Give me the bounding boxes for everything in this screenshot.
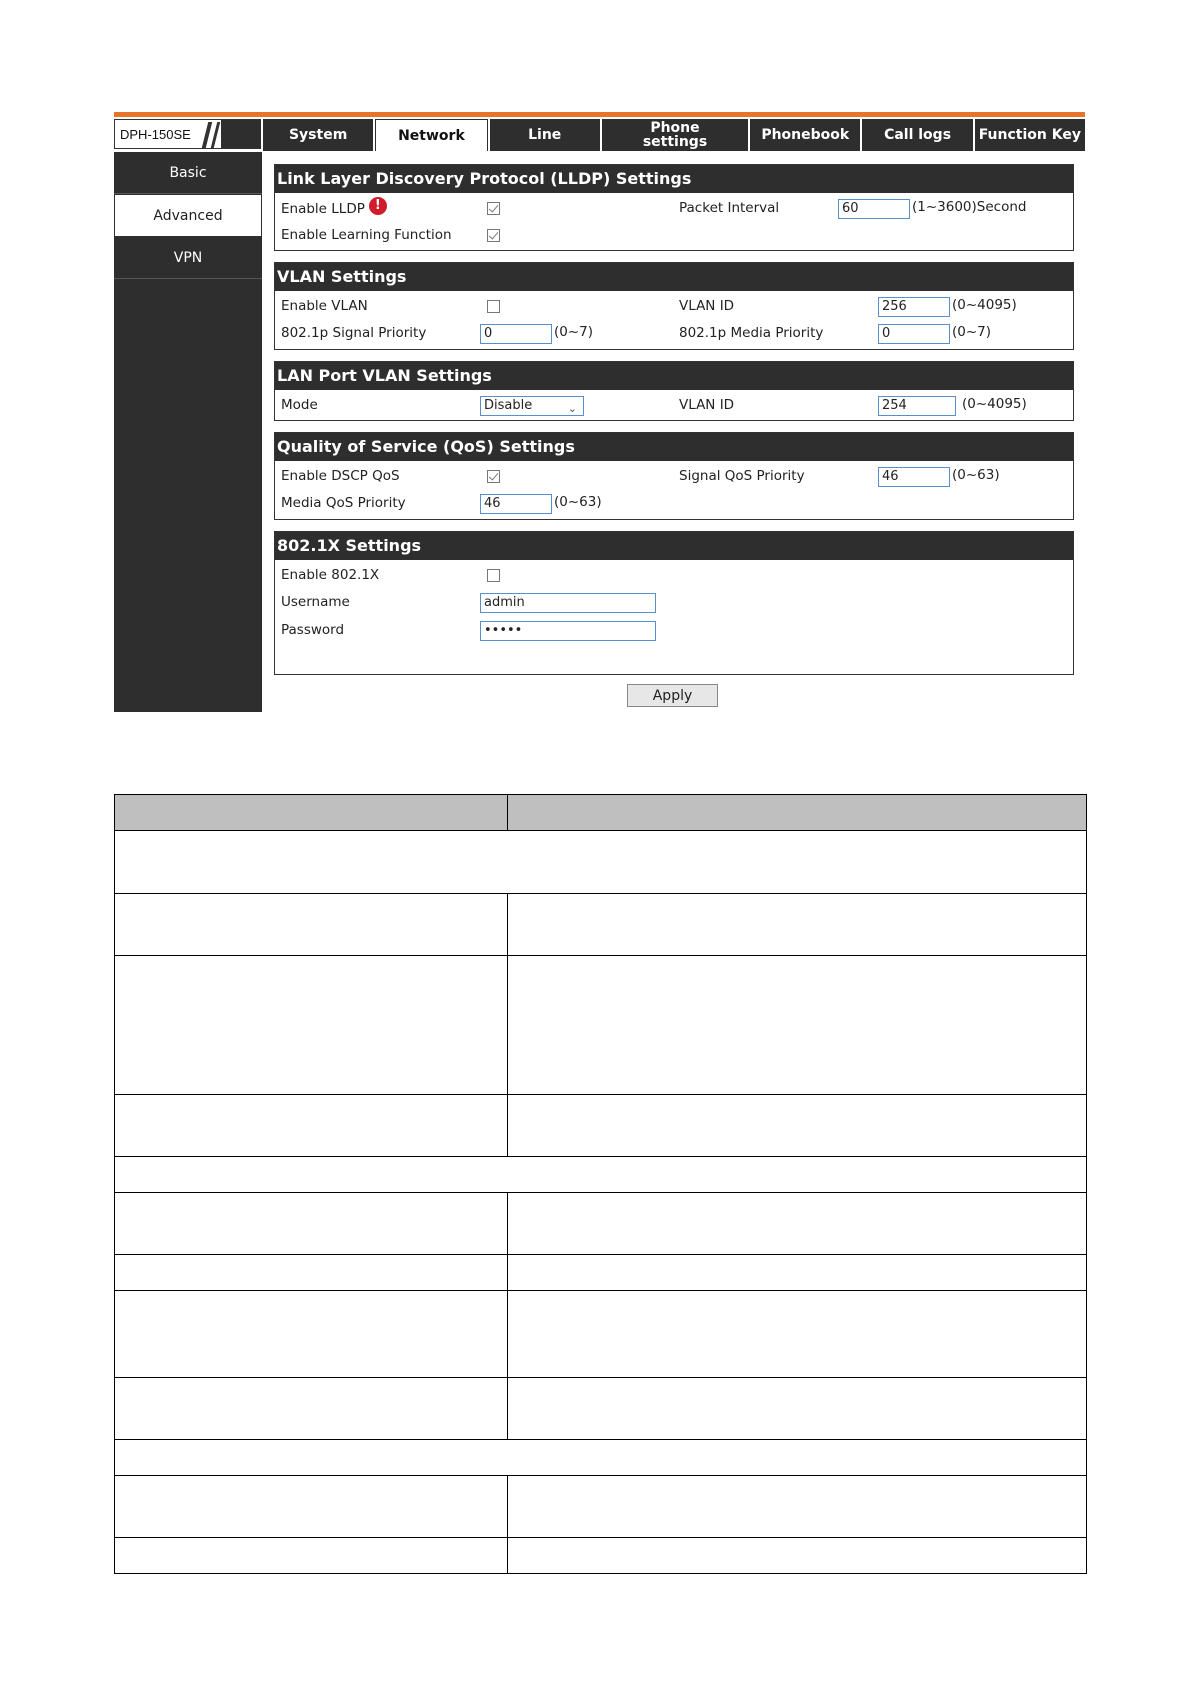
learning-function-checkbox[interactable] [487, 229, 500, 242]
lan-vlan-id-label: VLAN ID [679, 397, 735, 413]
media-priority-input[interactable]: 0 [878, 324, 950, 344]
lan-vlan-id-input[interactable]: 254 [878, 396, 956, 416]
table-cell [508, 1378, 1087, 1440]
table-cell [115, 1157, 1087, 1193]
table-cell [115, 1476, 508, 1538]
lan-vlan-title: LAN Port VLAN Settings [275, 362, 1073, 390]
username-input[interactable]: admin [480, 593, 656, 613]
vlan-id-label: VLAN ID [679, 298, 735, 314]
enable-vlan-label: Enable VLAN [281, 298, 368, 314]
table-cell [508, 1538, 1087, 1574]
table-cell [115, 1255, 508, 1291]
table-row [115, 1440, 1087, 1476]
table-row [115, 831, 1087, 894]
learning-function-label: Enable Learning Function [281, 227, 452, 243]
signal-priority-hint: (0~7) [554, 324, 594, 340]
enable-dot1x-label: Enable 802.1X [281, 567, 380, 583]
table-row [115, 1095, 1087, 1157]
table-row [115, 894, 1087, 956]
media-qos-hint: (0~63) [554, 494, 602, 510]
tab-phone-settings[interactable]: Phone settings [602, 119, 748, 151]
mode-label: Mode [281, 397, 318, 413]
table-row [115, 1538, 1087, 1574]
lldp-section [274, 164, 1074, 251]
mode-select-value: Disable [484, 398, 533, 413]
vlan-id-hint: (0~4095) [952, 297, 1017, 313]
table-cell [115, 1440, 1087, 1476]
table-cell [508, 894, 1087, 956]
qos-section [274, 432, 1074, 520]
table-cell [115, 1291, 508, 1378]
enable-lldp-label: Enable LLDP ! [281, 200, 387, 218]
table-cell [508, 1291, 1087, 1378]
password-label: Password [281, 622, 345, 638]
logo-slash-icon [211, 122, 220, 148]
mode-select[interactable] [480, 396, 584, 416]
signal-priority-label: 802.1p Signal Priority [281, 325, 427, 341]
signal-qos-label: Signal QoS Priority [679, 468, 805, 484]
packet-interval-input[interactable]: 60 [838, 199, 910, 219]
apply-button[interactable]: Apply [627, 684, 718, 707]
table-row [115, 1157, 1087, 1193]
settings-content [274, 164, 1074, 686]
table-header-cell [508, 795, 1087, 831]
tab-phonebook[interactable]: Phonebook [750, 119, 860, 151]
logo-text: DPH-150SE [120, 127, 191, 142]
lan-vlan-id-hint: (0~4095) [962, 396, 1027, 412]
dot1x-title: 802.1X Settings [275, 532, 1073, 560]
dot1x-section [274, 531, 1074, 675]
dscp-qos-label: Enable DSCP QoS [281, 468, 400, 484]
lldp-title: Link Layer Discovery Protocol (LLDP) Settings [275, 165, 1073, 193]
media-priority-hint: (0~7) [952, 324, 992, 340]
table-cell [115, 956, 508, 1095]
enable-vlan-checkbox[interactable] [487, 300, 500, 313]
signal-qos-input[interactable]: 46 [878, 467, 950, 487]
table-row [115, 956, 1087, 1095]
packet-interval-label: Packet Interval [679, 200, 780, 216]
table-cell [115, 894, 508, 956]
table-row [115, 1255, 1087, 1291]
tab-system[interactable]: System [263, 119, 373, 151]
table-row [115, 1193, 1087, 1255]
dscp-qos-checkbox[interactable] [487, 470, 500, 483]
top-accent-bar [114, 112, 1085, 117]
media-qos-label: Media QoS Priority [281, 495, 406, 511]
table-row [115, 1476, 1087, 1538]
password-input[interactable]: ••••• [480, 621, 656, 641]
tab-call-logs[interactable]: Call logs [862, 119, 972, 151]
media-priority-label: 802.1p Media Priority [679, 325, 824, 341]
table-cell [115, 1193, 508, 1255]
sidebar-item-advanced[interactable]: Advanced [114, 194, 262, 237]
sidebar-item-basic[interactable]: Basic [114, 152, 262, 194]
table-header-cell [115, 795, 508, 831]
table-cell [115, 1095, 508, 1157]
table-row [115, 1291, 1087, 1378]
media-qos-input[interactable]: 46 [480, 494, 552, 514]
warning-icon: ! [369, 197, 387, 215]
web-ui [114, 112, 1085, 712]
lan-vlan-section [274, 361, 1074, 421]
main-tabs [263, 119, 1085, 151]
table-cell [115, 1538, 508, 1574]
enable-dot1x-checkbox[interactable] [487, 569, 500, 582]
table-cell [115, 1378, 508, 1440]
sidebar [114, 152, 262, 712]
logo-dark-block [221, 120, 261, 148]
table-cell [115, 831, 1087, 894]
username-label: Username [281, 594, 350, 610]
logo [114, 119, 261, 149]
packet-interval-hint: (1~3600)Second [912, 199, 1027, 215]
signal-priority-input[interactable]: 0 [480, 324, 552, 344]
table-cell [508, 956, 1087, 1095]
tab-function-key[interactable]: Function Key [975, 119, 1085, 151]
table-cell [508, 1476, 1087, 1538]
tab-line[interactable]: Line [490, 119, 600, 151]
table-row [115, 1378, 1087, 1440]
enable-lldp-checkbox[interactable] [487, 202, 500, 215]
chevron-down-icon: ⌄ [567, 402, 577, 415]
table-cell [508, 1095, 1087, 1157]
parameter-table [114, 794, 1087, 1574]
vlan-title: VLAN Settings [275, 263, 1073, 291]
qos-title: Quality of Service (QoS) Settings [275, 433, 1073, 461]
table-header-row [115, 795, 1087, 831]
table-cell [508, 1193, 1087, 1255]
table-cell [508, 1255, 1087, 1291]
signal-qos-hint: (0~63) [952, 467, 1000, 483]
vlan-section [274, 262, 1074, 350]
tab-network[interactable]: Network [375, 119, 487, 151]
vlan-id-input[interactable]: 256 [878, 297, 950, 317]
sidebar-item-vpn[interactable]: VPN [114, 237, 262, 279]
